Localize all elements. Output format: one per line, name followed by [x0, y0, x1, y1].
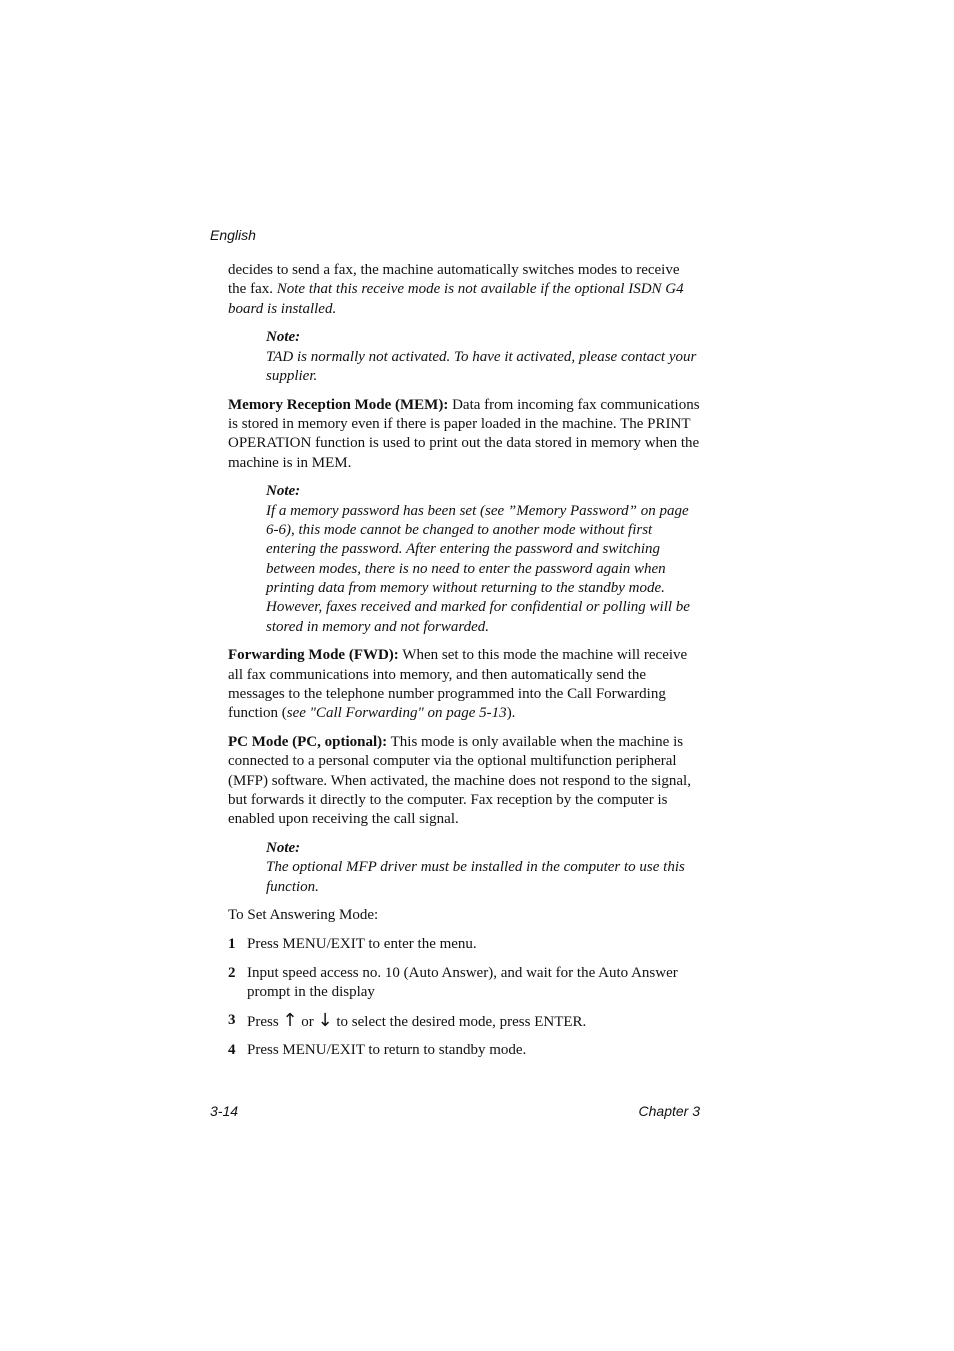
note-body: If a memory password has been set (see ”Memory Password” on page 6-6), this mode cannot be changed to another mode without first entering the password. After entering the password and switching between modes, there is no need to enter the password again when printing data from memory without returning to the standby mode. However, faxes received and marked for confidential or polling will be stored in memory and not forwarded.: [266, 502, 690, 635]
memory-reception-label: Memory Reception Mode (MEM):: [228, 396, 449, 413]
step-number: 2: [228, 964, 236, 981]
forwarding-mode-reference: see "Call Forwarding" on page 5-13: [286, 705, 507, 722]
forwarding-mode-label: Forwarding Mode (FWD):: [228, 647, 399, 664]
note-body: The optional MFP driver must be installed in the computer to use this function.: [266, 859, 685, 895]
page-body: [228, 261, 700, 1070]
note-memory-password: [266, 482, 700, 636]
step-text: [247, 1011, 700, 1032]
note-title: Note:: [266, 483, 301, 500]
step-text: Press MENU/EXIT to return to standby mode.: [247, 1042, 527, 1059]
forwarding-mode-paragraph: [228, 646, 700, 723]
running-header-language: English: [210, 227, 256, 243]
memory-reception-paragraph: [228, 396, 700, 473]
note-tad: [266, 328, 700, 386]
step-text-mid: or: [301, 1014, 314, 1031]
note-title: Note:: [266, 840, 301, 857]
memory-reception-text: Data from incoming fax communications is stored in memory even if there is paper loaded in the machine. The PRINT OPERATION function is used to print out the data stored in memory when the machine is in MEM.: [228, 396, 700, 471]
step-number: 3: [228, 1012, 236, 1029]
page-number: 3-14: [210, 1103, 239, 1119]
chapter-label: Chapter 3: [638, 1103, 700, 1119]
forwarding-mode-text: When set to this mode the machine will receive all fax communications into memory, and then automatically send the messages to the telephone number programmed into the Call Forwarding function (: [228, 647, 688, 722]
step-item: [228, 964, 700, 1003]
step-text-post: to select the desired mode, press ENTER.: [336, 1014, 587, 1031]
up-arrow-icon: ↑: [282, 1010, 298, 1032]
down-arrow-icon: ↓: [317, 1010, 333, 1032]
step-text: Press MENU/EXIT to enter the menu.: [247, 936, 477, 953]
note-body: TAD is normally not activated. To have it activated, please contact your supplier.: [266, 348, 697, 384]
pc-mode-text: This mode is only available when the machine is connected to a personal computer via the optional multifunction peripheral (MFP) software. When activated, the machine does not respond to the signal, but forwards it directly to the computer. Fax reception by the computer is enabled upon receiving the call signal.: [228, 734, 691, 828]
pc-mode-label: PC Mode (PC, optional):: [228, 734, 388, 751]
step-number: 1: [228, 936, 236, 953]
pc-mode-paragraph: [228, 733, 700, 829]
intro-text: decides to send a fax, the machine automatically switches modes to receive the fax.: [228, 262, 680, 298]
intro-paragraph: [228, 261, 700, 319]
note-title: Note:: [266, 329, 301, 346]
step-text-pre: Press: [247, 1014, 279, 1031]
note-mfp-driver: [266, 839, 700, 897]
intro-italic-note: Note that this receive mode is not available if the optional ISDN G4 board is installed.: [228, 281, 684, 317]
forwarding-mode-end: ).: [506, 705, 516, 722]
steps-intro: To Set Answering Mode:: [228, 907, 379, 924]
step-item: [228, 935, 700, 954]
step-item: [228, 1041, 700, 1060]
step-text: Input speed access no. 10 (Auto Answer), and wait for the Auto Answer prompt in the display: [247, 964, 678, 1000]
step-item: [228, 1011, 700, 1032]
step-number: 4: [228, 1042, 236, 1059]
